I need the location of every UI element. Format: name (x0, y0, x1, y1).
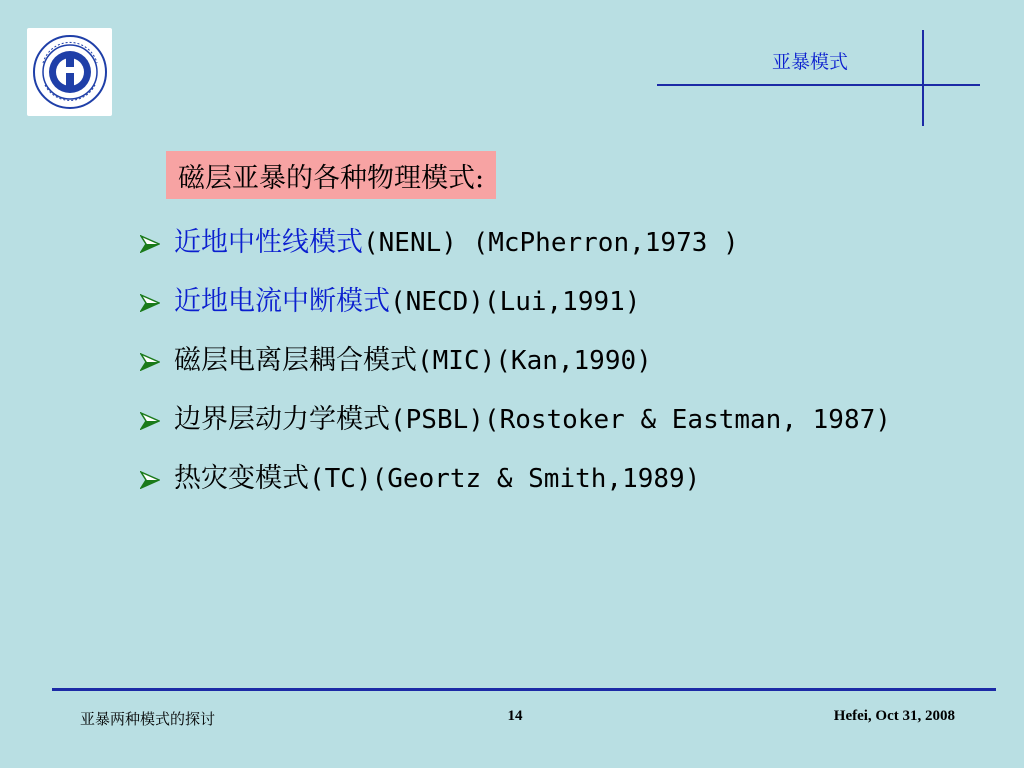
bullet-mode-name: 近地电流中断模式 (174, 286, 390, 317)
footer-date: Hefei, Oct 31, 2008 (833, 708, 955, 724)
list-item (140, 456, 940, 502)
bullet-reference: (NENL) (McPherron,1973 ) (363, 228, 739, 258)
arrow-bullet-icon (140, 412, 160, 430)
footer-title: 亚暴两种模式的探讨 (80, 710, 216, 728)
list-item (140, 338, 940, 384)
page-number: 14 (507, 708, 523, 724)
list-item (140, 279, 940, 325)
bullet-mode-name: 热灾变模式 (174, 463, 309, 494)
university-logo (27, 28, 112, 116)
header-vertical-rule (922, 30, 924, 126)
header-title: 亚暴模式 (771, 51, 848, 73)
bullet-reference: (NECD)(Lui,1991) (390, 287, 641, 317)
arrow-bullet-icon (140, 294, 160, 312)
bullet-mode-name: 近地中性线模式 (174, 227, 363, 258)
bullet-mode-name: 边界层动力学模式 (174, 404, 390, 435)
list-item (140, 220, 940, 266)
bullet-reference: (MIC)(Kan,1990) (417, 346, 652, 376)
header-horizontal-rule (657, 84, 980, 86)
slide-heading: 磁层亚暴的各种物理模式: (166, 151, 496, 199)
bullet-list (140, 220, 940, 515)
bullet-reference: (TC)(Geortz & Smith,1989) (309, 464, 701, 494)
university-emblem-icon (31, 33, 109, 111)
list-item (140, 397, 914, 443)
footer-rule (52, 688, 996, 691)
bullet-mode-name: 磁层电离层耦合模式 (174, 345, 417, 376)
arrow-bullet-icon (140, 471, 160, 489)
arrow-bullet-icon (140, 353, 160, 371)
bullet-reference: (PSBL)(Rostoker & Eastman, 1987) (390, 405, 891, 435)
arrow-bullet-icon (140, 235, 160, 253)
